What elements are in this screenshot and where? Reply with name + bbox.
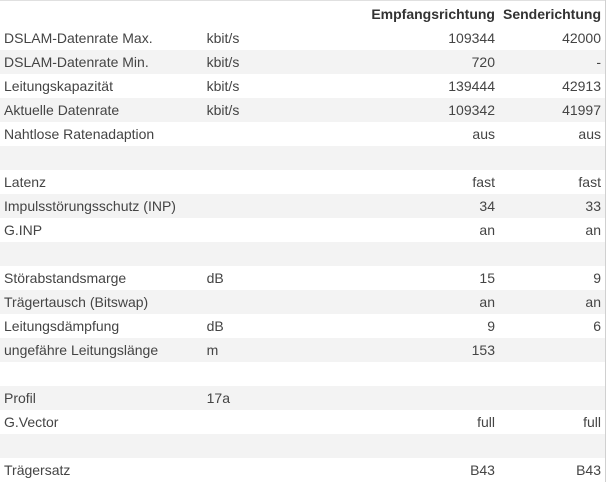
row-unit: m <box>206 342 219 358</box>
row-unit: dB <box>206 318 224 334</box>
row-value-up: 6 <box>593 318 601 334</box>
row-value-up <box>499 146 606 170</box>
table-row <box>0 266 606 290</box>
row-label: G.INP <box>4 222 43 238</box>
table-header <box>0 1 606 27</box>
row-value-up: 42000 <box>562 30 601 46</box>
row-unit <box>203 458 293 482</box>
row-unit <box>203 218 293 242</box>
table-row <box>0 242 606 266</box>
row-value-down: B43 <box>470 462 495 478</box>
table-row <box>0 386 606 410</box>
row-value-down: 139444 <box>448 78 495 94</box>
row-label <box>0 242 203 266</box>
row-unit: kbit/s <box>206 78 240 94</box>
row-unit <box>203 362 293 386</box>
row-value-down: 720 <box>471 54 495 70</box>
row-unit <box>203 410 293 434</box>
row-label: Trägertausch (Bitswap) <box>4 294 149 310</box>
row-value-up: 9 <box>593 270 601 286</box>
row-value-down <box>293 362 499 386</box>
row-value-down <box>293 386 499 410</box>
table-row <box>0 458 606 482</box>
row-label: Trägersatz <box>4 462 71 478</box>
row-value-up: B43 <box>576 462 601 478</box>
header-up: Senderichtung <box>502 5 601 22</box>
row-value-up: aus <box>578 126 601 142</box>
table-row <box>0 26 606 50</box>
row-value-up <box>499 242 606 266</box>
row-value-up: 42913 <box>562 78 601 94</box>
row-label <box>0 434 203 458</box>
row-label: ungefähre Leitungslänge <box>4 342 159 358</box>
table-row <box>0 98 606 122</box>
row-label: Profil <box>4 390 36 406</box>
row-label: Impulsstörungsschutz (INP) <box>4 198 176 214</box>
row-value-down: fast <box>472 174 495 190</box>
row-value-down: an <box>479 222 495 238</box>
row-unit: kbit/s <box>206 102 240 118</box>
table-row <box>0 290 606 314</box>
row-value-up <box>499 338 606 362</box>
row-unit: kbit/s <box>206 30 240 46</box>
row-value-up: an <box>585 294 601 310</box>
row-unit: kbit/s <box>206 54 240 70</box>
table-row <box>0 74 606 98</box>
row-value-up <box>499 362 606 386</box>
row-unit <box>203 170 293 194</box>
row-value-up <box>499 434 606 458</box>
header-unit <box>203 1 293 27</box>
table-row <box>0 194 606 218</box>
row-value-down <box>293 242 499 266</box>
row-label: Aktuelle Datenrate <box>4 102 120 118</box>
table-row <box>0 338 606 362</box>
row-value-up: fast <box>578 174 601 190</box>
row-unit <box>203 122 293 146</box>
row-value-down: 153 <box>471 342 495 358</box>
row-value-down <box>293 434 499 458</box>
row-label: Leitungsdämpfung <box>4 318 120 334</box>
row-label: G.Vector <box>4 414 59 430</box>
row-value-up: 33 <box>585 198 601 214</box>
row-value-up: 41997 <box>562 102 601 118</box>
table-row <box>0 122 606 146</box>
row-value-up: full <box>583 414 601 430</box>
row-value-down: 109344 <box>448 30 495 46</box>
row-unit <box>203 146 293 170</box>
row-value-down: an <box>479 294 495 310</box>
row-label: DSLAM-Datenrate Min. <box>4 54 149 70</box>
header-label <box>0 1 203 27</box>
row-label: Latenz <box>4 174 47 190</box>
row-value-down: 109342 <box>448 102 495 118</box>
row-unit <box>203 194 293 218</box>
row-unit: dB <box>206 270 224 286</box>
table-row <box>0 314 606 338</box>
row-unit <box>203 242 293 266</box>
row-label: Nahtlose Ratenadaption <box>4 126 155 142</box>
row-label <box>0 362 203 386</box>
row-value-down: aus <box>472 126 495 142</box>
table-row <box>0 50 606 74</box>
header-down: Empfangsrichtung <box>371 5 495 22</box>
row-value-up: - <box>596 54 601 70</box>
table-row <box>0 146 606 170</box>
row-label: Störabstandsmarge <box>4 270 127 286</box>
row-value-up <box>499 386 606 410</box>
table-row <box>0 410 606 434</box>
row-value-down: 9 <box>487 318 495 334</box>
table-row <box>0 218 606 242</box>
row-unit: 17a <box>206 390 230 406</box>
row-value-down: full <box>477 414 495 430</box>
table-row <box>0 434 606 458</box>
row-value-down: 34 <box>479 198 495 214</box>
row-value-down <box>293 146 499 170</box>
row-label <box>0 146 203 170</box>
row-label: DSLAM-Datenrate Max. <box>4 30 153 46</box>
table-row <box>0 362 606 386</box>
row-unit <box>203 434 293 458</box>
row-value-down: 15 <box>479 270 495 286</box>
row-unit <box>203 290 293 314</box>
row-label: Leitungskapazität <box>4 78 113 94</box>
table-row <box>0 170 606 194</box>
row-value-up: an <box>585 222 601 238</box>
